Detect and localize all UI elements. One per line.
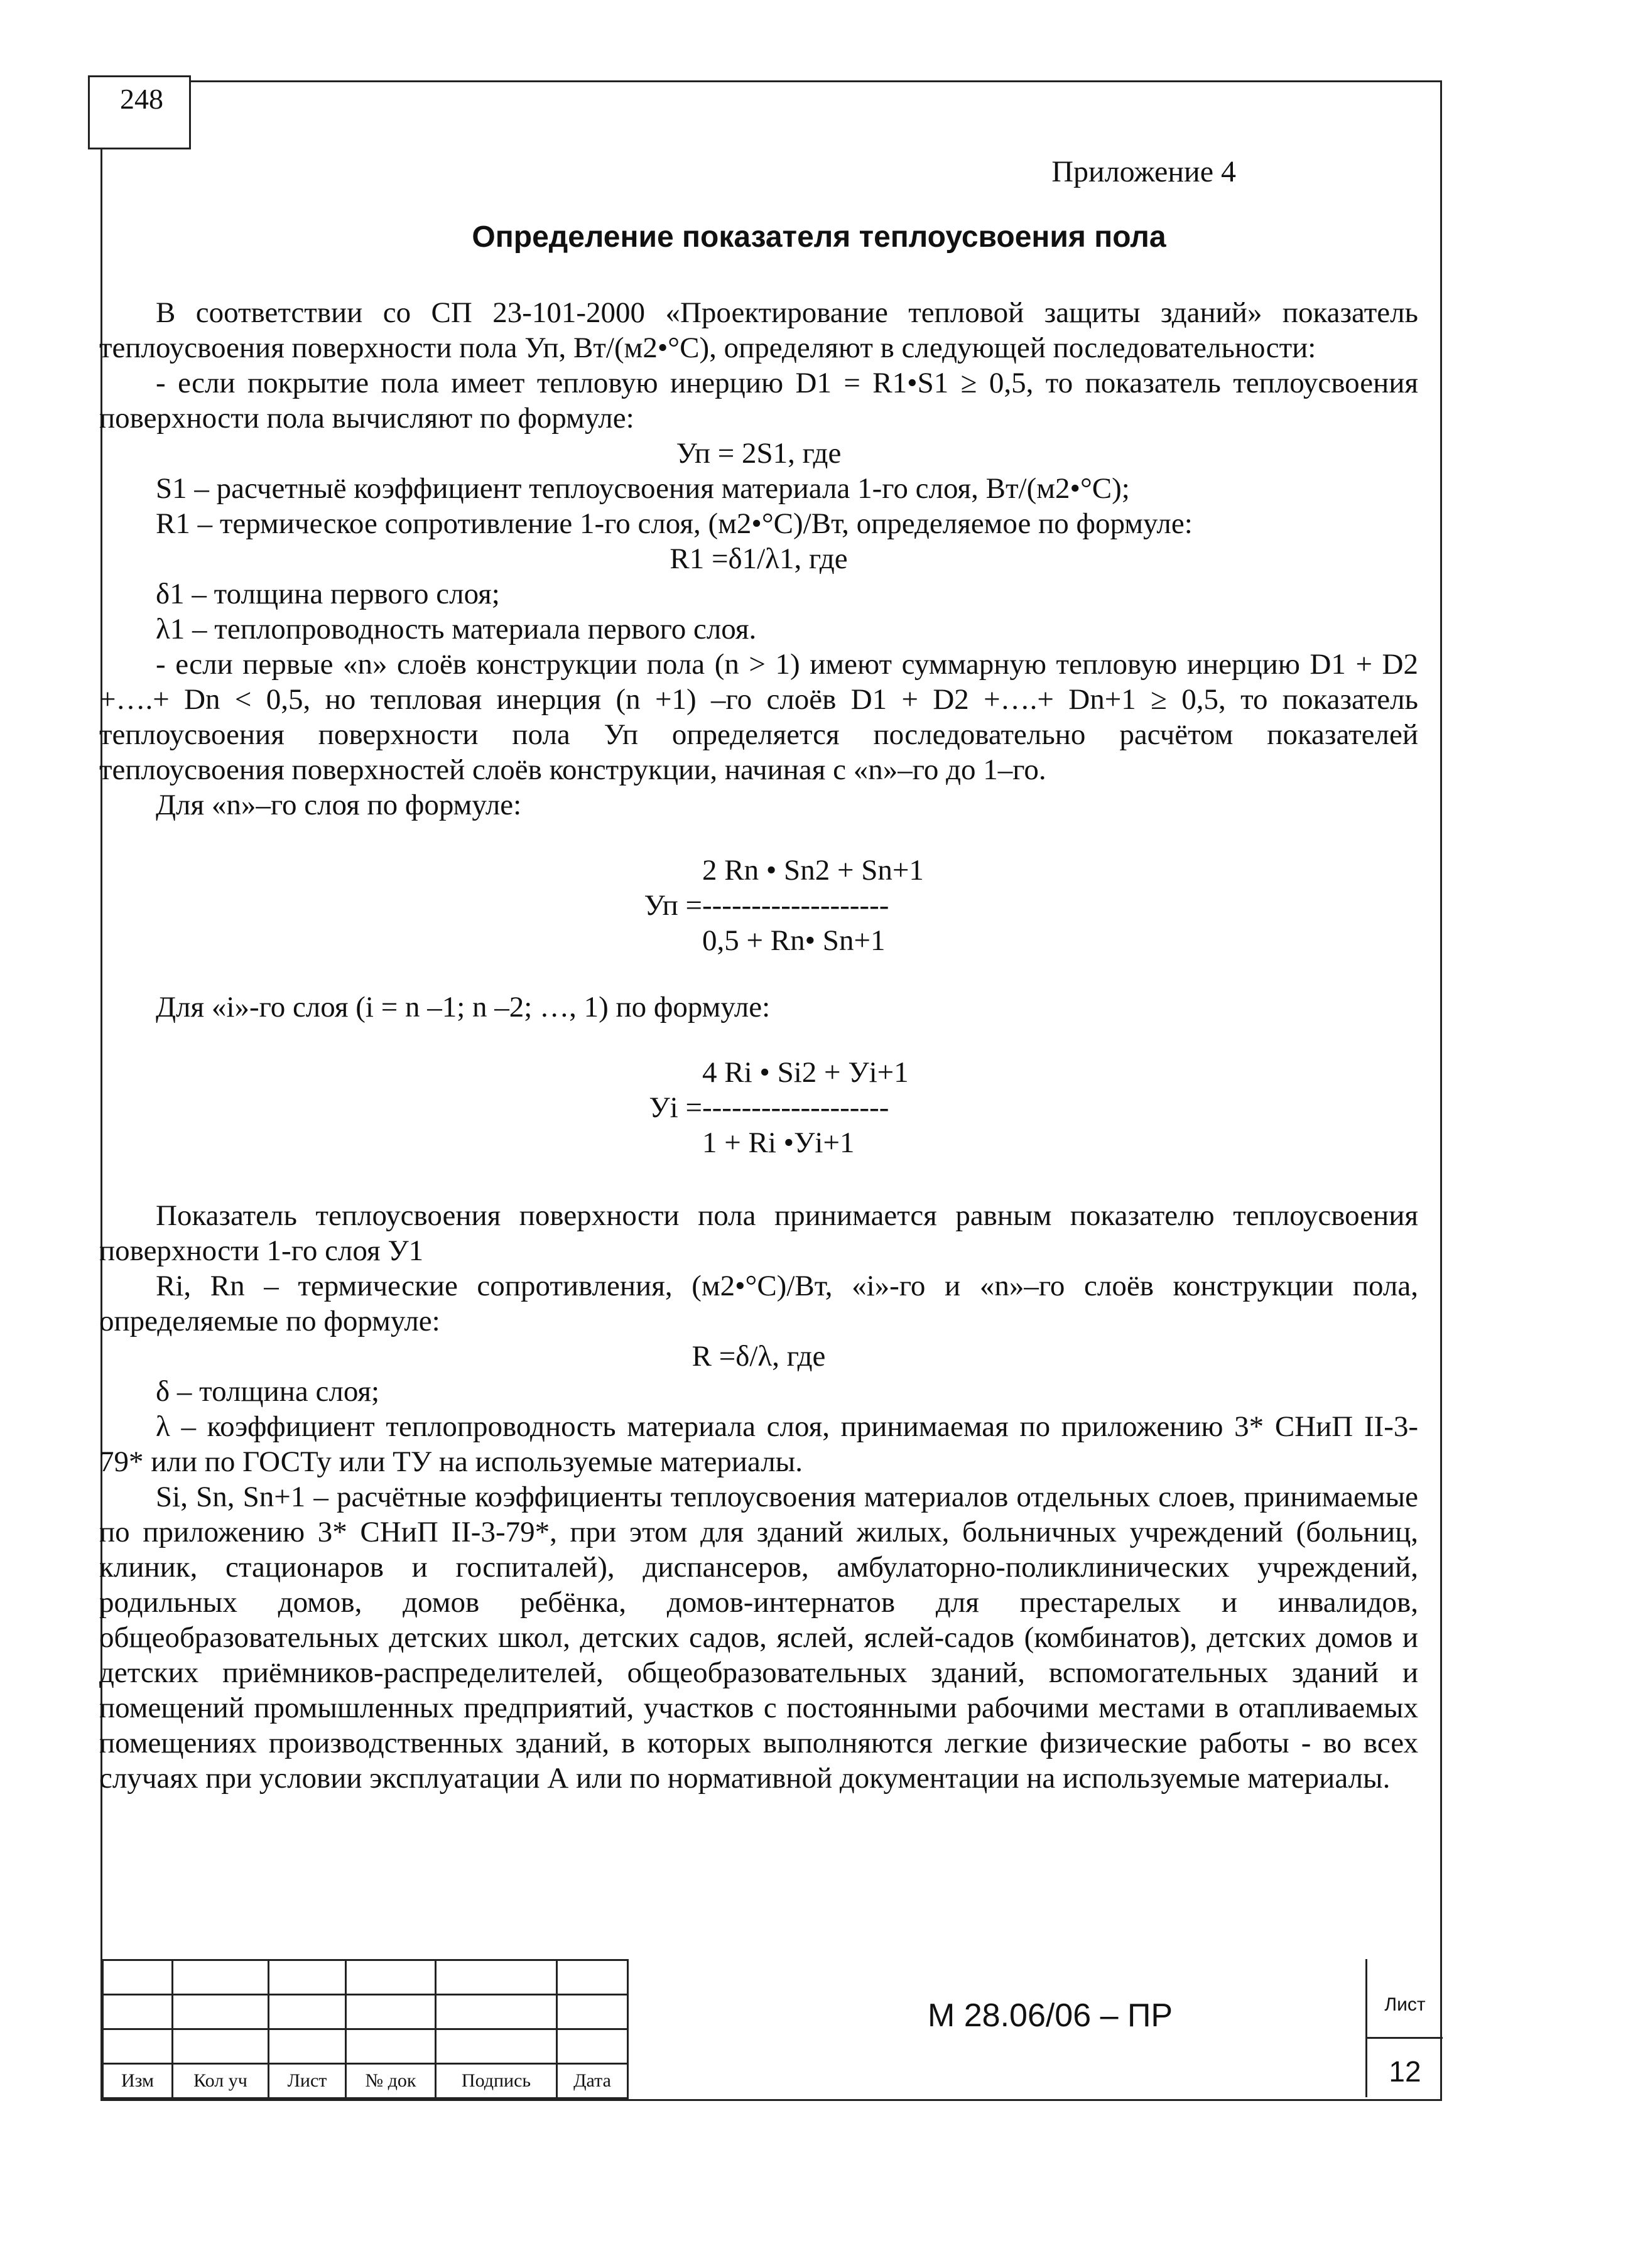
header-podpis: Подпись [436,2064,557,2098]
paragraph-case2: - если первые «n» слоёв конструкции пола (n > 1) имеют суммарную тепловую инерцию D1 + D2 +….+ Dn < 0,5, но тепловая инерция (n +1) –го слоёв D1 + D2 +….+ Dn+1 ≥ 0,5, то показатель теплоусвоения поверхности пола Уп определяется последовательно расчётом показателей теплоусвоения поверхностей слоёв конструкции, начиная с «n»–го до 1–го. [99,648,1418,786]
revision-table [102,1959,629,2099]
sheet-number: 12 [1389,2055,1421,2088]
definition-s1: S1 – расчетныё коэффициент теплоусвоения материала 1-го слоя, Вт/(м2•°С); [156,472,1130,505]
title-block [102,1959,1440,2097]
formula-3: R =δ/λ, где [692,1340,826,1373]
definition-d1: δ1 – толщина первого слоя; [156,578,500,610]
header-izm: Изм [103,2064,173,2098]
paragraph-for-n: Для «n»–го слоя по формуле: [156,789,522,821]
appendix-label: Приложение 4 [1051,155,1236,188]
document-code: М 28.06/06 – ПР [927,1997,1173,2034]
formula-2: R1 =δ1/λ1, где [670,543,848,575]
formula-i [99,1055,1418,1160]
paragraph-for-i: Для «i»-го слоя (i = n –1; n –2; …, 1) по формуле: [156,991,771,1023]
header-data: Дата [557,2064,628,2098]
formula-n [99,853,1418,958]
definition-s: Si, Sn, Sn+1 – расчётные коэффициенты теплоусвоения материалов отдельных слоев, принимаемые по приложению 3* СНиП II-3-79*, при этом для зданий жилых, больничных учреждений (больниц, клиник, стационаров и госпиталей), диспансеров, амбулаторно-поликлинических учреждений, родильных домов, домов ребёнка, домов-интернатов для престарелых и инвалидов, общеобразовательных детских школ, детских садов, яслей, яслей-садов (комбинатов), детских домов и детских приёмников-распределителей, общеобразовательных зданий, вспомогательных зданий и помещений промышленных предприятий, участков с постоянными рабочими местами в отапливаемых помещениях производственных зданий, в которых выполняются легкие физические работы - во всех случаях при условии эксплуатации А или по нормативной документации на используемые материалы. [99,1481,1418,1795]
document-body [99,295,1418,1796]
sheet-label: Лист [1384,1994,1426,2015]
formula-i-denominator: 1 + Ri •Уi+1 [702,1126,855,1159]
paragraph-intro: В соответствии со СП 23-101-2000 «Проектирование тепловой защиты зданий» показатель теплоусвоения поверхности пола Уп, Вт/(м2•°С), определяют в следующей последовательности: [99,296,1418,364]
formula-n-denominator: 0,5 + Rn• Sn+1 [702,924,886,957]
formula-1: Уп = 2S1, где [676,437,842,470]
formula-n-dashes: ------------------- [702,889,889,922]
header-kol-uch: Кол уч [173,2064,269,2098]
page-title: Определение показателя теплоусвоения пола [472,220,1166,254]
formula-i-dashes: ------------------- [702,1091,889,1124]
header-list: Лист [269,2064,346,2098]
header-n-dok: № док [346,2064,436,2098]
definition-d: δ – толщина слоя; [156,1375,380,1408]
definition-r1: R1 – термическое сопротивление 1-го слоя, (м2•°С)/Вт, определяемое по формуле: [156,507,1193,540]
definition-l: λ – коэффициент теплопроводность материала слоя, принимаемая по приложению 3* СНиП II-3-79* или по ГОСТу или ТУ на используемые материалы. [99,1410,1418,1478]
sheet-divider [1367,2037,1443,2039]
page-number: 248 [88,75,191,149]
paragraph-case1: - если покрытие пола имеет тепловую инерцию D1 = R1•S1 ≥ 0,5, то показатель теплоусвоения поверхности пола вычисляют по формуле: [99,367,1418,435]
formula-n-numerator: 2 Rn • Sn2 + Sn+1 [702,854,924,887]
formula-n-lhs: Уп = [644,889,702,922]
sheet-box [1365,1959,1443,2097]
formula-i-numerator: 4 Ri • Si2 + Уi+1 [702,1056,909,1089]
paragraph-result: Показатель теплоусвоения поверхности пола принимается равным показателю теплоусвоения поверхности 1-го слоя У1 [99,1199,1418,1267]
definition-ri: Ri, Rn – термические сопротивления, (м2•°С)/Вт, «i»-го и «n»–го слоёв конструкции пола, определяемые по формуле: [99,1270,1418,1337]
definition-l1: λ1 – теплопроводность материала первого слоя. [156,613,757,645]
formula-i-lhs: Уi = [649,1091,702,1124]
